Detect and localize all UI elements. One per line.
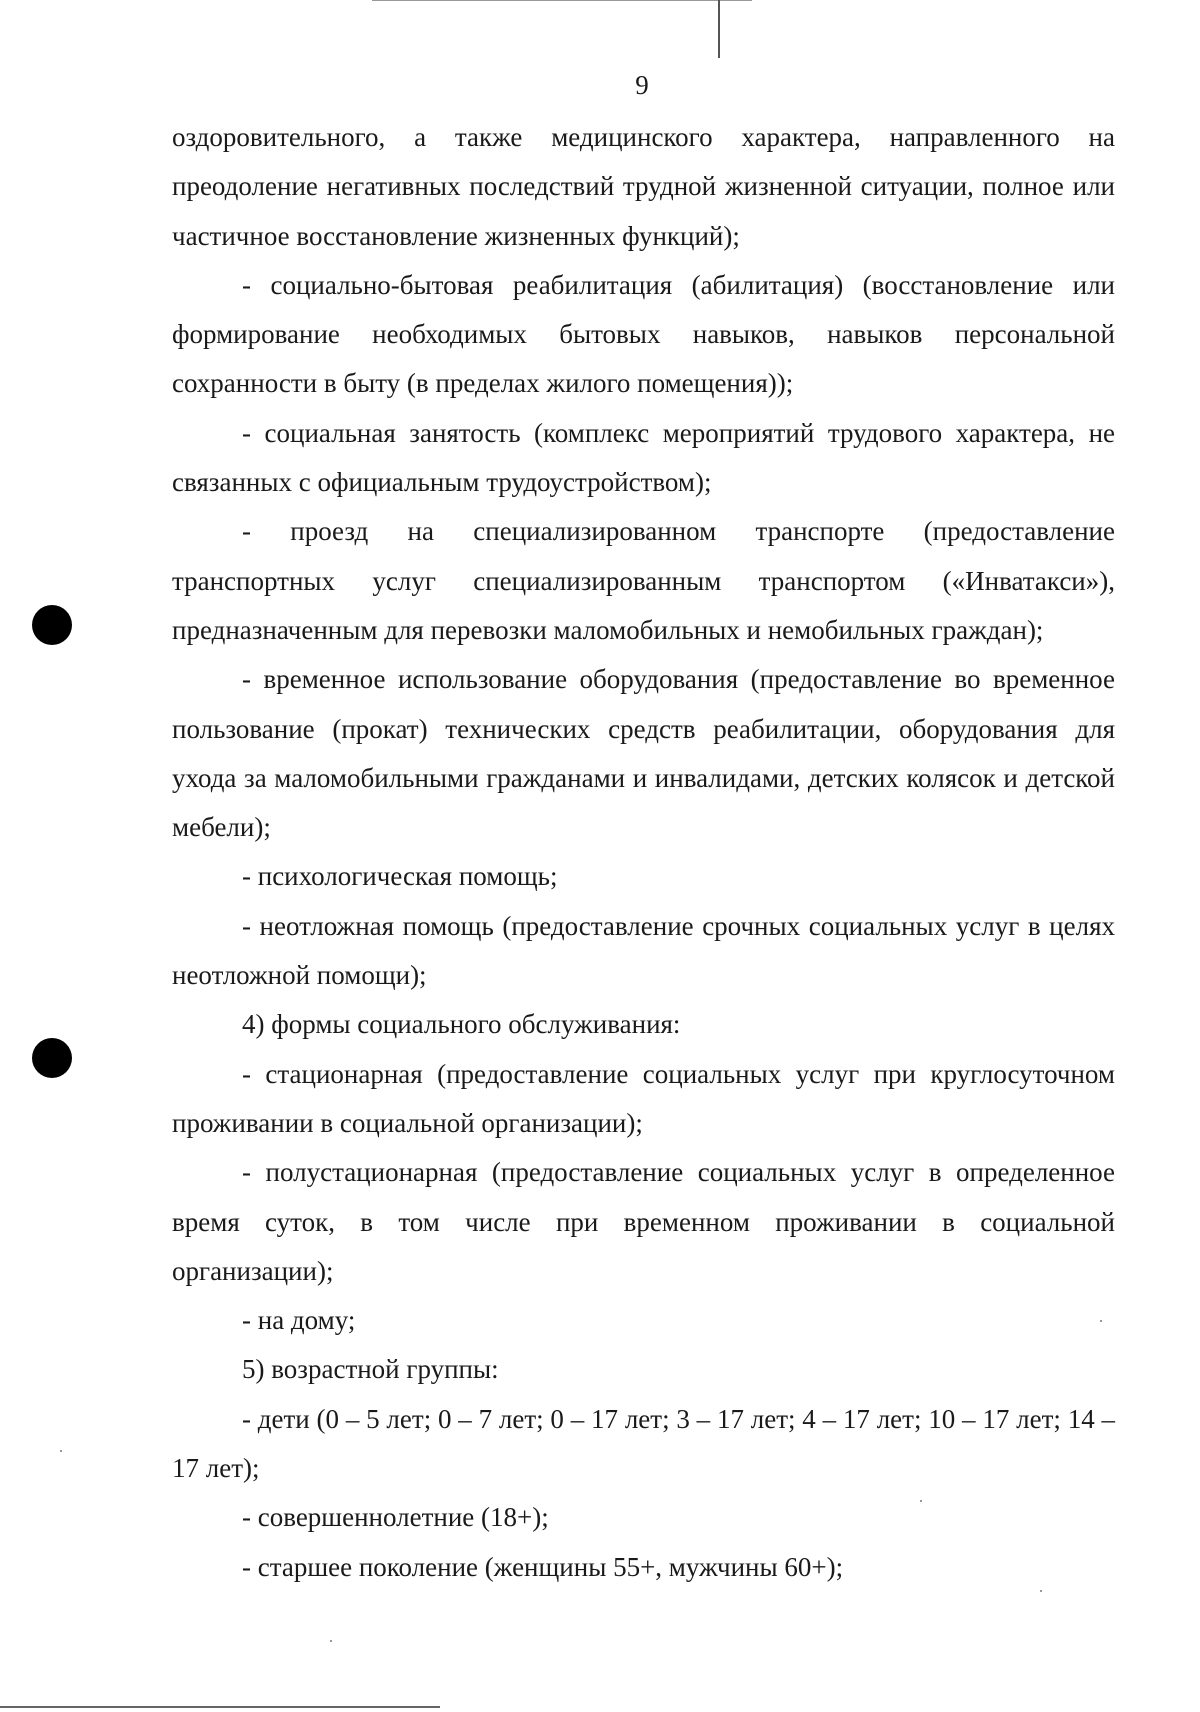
paragraph: - старшее поколение (женщины 55+, мужчины 60+); [242,1551,844,1582]
paragraph: - социально-бытовая реабилитация (абилитация) (восстановление или формирование необходимых бытовых навыков, навыков персональной сохранности в быту (в пределах жилого помещения)); [172,269,1115,399]
scan-line-bottom [0,1706,440,1708]
paragraph: - неотложная помощь (предоставление срочных социальных услуг в целях неотложной помощи); [172,910,1115,991]
scan-line-vertical [718,0,720,58]
paragraph: - стационарная (предоставление социальных услуг при круглосуточном проживании в социальной организации); [172,1058,1115,1138]
paragraph: - совершеннолетние (18+); [242,1502,549,1533]
speck [330,1640,332,1642]
paragraph: 4) формы социального обслуживания: [242,1009,681,1040]
paragraph: - дети (0 – 5 лет; 0 – 7 лет; 0 – 17 лет; 3 – 17 лет; 4 – 17 лет; 10 – 17 лет; 14 – 17 лет); [172,1403,1115,1484]
paragraph: - на дому; [242,1305,356,1336]
punch-hole-upper [32,605,72,645]
scan-line-top [372,0,752,1]
paragraph: - полустационарная (предоставление социальных услуг в определенное время суток, в том числе при временном проживании в социальной организации); [172,1157,1115,1286]
page-number: 9 [635,70,649,100]
paragraph: - социальная занятость (комплекс мероприятий трудового характера, не связанных с официальным трудоустройством); [172,417,1115,498]
document-body [172,113,1115,1592]
paragraph: - временное использование оборудования (предоставление во временное пользование (прокат) технических средств реабилитации, оборудования для ухода за маломобильными гражданами и инвалидами, детских колясок и детской мебели); [172,664,1115,843]
paragraph: оздоровительного, а также медицинского характера, направленного на преодоление негативных последствий трудной жизненной ситуации, полное или частичное восстановление жизненных функций); [172,122,1115,251]
paragraph: - психологическая помощь; [242,861,558,892]
paragraph: 5) возрастной группы: [242,1354,499,1385]
punch-hole-lower [32,1038,72,1078]
paragraph: - проезд на специализированном транспорте (предоставление транспортных услуг специализированным транспортом («Инватакси»), предназначенным для перевозки маломобильных и немобильных граждан); [172,516,1115,645]
speck [60,1450,62,1452]
